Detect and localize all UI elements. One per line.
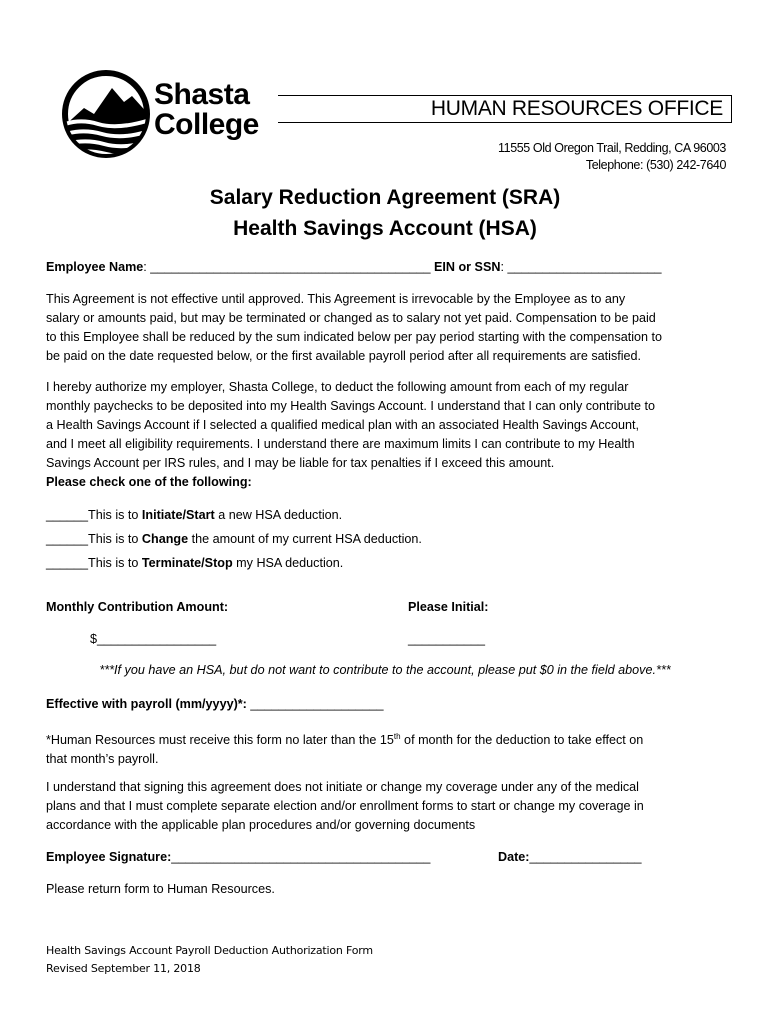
effective-payroll-field[interactable]: ___________________ [246,697,384,711]
employee-name-label: Employee Name [46,260,144,274]
hr-note-text: of month for the deduction to take effect on [400,733,644,748]
hr-note-superscript: th [393,732,401,741]
paragraph-line: a Health Savings Account if I selected a qualified medical plan with an associated Health Savings Account, [46,418,639,432]
office-address-block [498,140,726,174]
footer-form-name: Health Savings Account Payroll Deduction Authorization Form [46,944,373,957]
paragraph-line: plans and that I must complete separate election and/or enrollment forms to start or change my coverage in [46,799,644,813]
form-title: Salary Reduction Agreement (SRA) [209,186,561,209]
office-telephone: Telephone: (530) 242-7640 [585,158,726,172]
paragraph-line: I understand that signing this agreement does not initiate or change my coverage under any of the medical [46,780,639,794]
employee-line [46,258,662,276]
paragraph-line: be paid on the date requested below, or the first available payroll period after all requirements are satisfied. [46,349,642,363]
hr-deadline-note [46,727,726,769]
logo-text-shasta: Shasta [154,78,250,111]
signature-label: Employee Signature: [46,850,172,864]
ssn-label: EIN or SSN [433,260,501,274]
effective-payroll-line [46,695,383,713]
option-checkbox-blank[interactable]: ______ [46,508,89,522]
employee-name-field[interactable]: : ________________________________________ [143,260,431,274]
initial-field[interactable]: ___________ [408,632,486,646]
office-address: 11555 Old Oregon Trail, Redding, CA 96003 [498,141,726,155]
shasta-college-logo [58,66,278,162]
ssn-field[interactable]: : ______________________ [500,260,662,274]
footer-revision-date: Revised September 11, 2018 [46,962,201,975]
form-footer [46,942,373,978]
option-text: my HSA deduction. [232,556,344,570]
signature-line [46,848,430,866]
agreement-paragraph [46,290,726,366]
option-keyword: Initiate/Start [141,508,215,522]
paragraph-line: Savings Account per IRS rules, and I may be liable for tax penalties if I exceed this amount. [46,456,555,470]
date-field[interactable]: ________________ [529,850,642,864]
option-text: a new HSA deduction. [214,508,343,522]
hr-note-line2: that month’s payroll. [46,752,159,767]
return-note: Please return form to Human Resources. [46,882,275,896]
paragraph-line: This Agreement is not effective until approved. This Agreement is irrevocable by the Employee as to any [46,292,626,306]
option-text: This is to [88,508,142,522]
option-keyword: Terminate/Stop [141,556,233,570]
form-subtitle: Health Savings Account (HSA) [233,217,537,240]
paragraph-line: and I meet all eligibility requirements. I understand there are maximum limits I can contribute to my Health [46,437,635,451]
contribution-amount-field[interactable]: $_________________ [90,632,217,646]
option-change [46,530,422,548]
check-heading: Please check one of the following: [46,475,252,489]
office-title: HUMAN RESOURCES OFFICE [430,97,723,120]
option-initiate [46,506,342,524]
effective-payroll-label: Effective with payroll (mm/yyyy)*: [46,697,247,711]
office-header-box [278,95,732,123]
date-line [498,848,642,866]
option-checkbox-blank[interactable]: ______ [46,532,89,546]
paragraph-line: salary or amounts paid, but may be terminated or changed as to salary not yet paid. Compensation to be paid [46,311,656,325]
paragraph-line: accordance with the applicable plan procedures and/or governing documents [46,818,476,832]
coverage-paragraph [46,778,726,835]
paragraph-line: monthly paychecks to be deposited into my Health Savings Account. I understand that I can only contribute to [46,399,656,413]
authorization-paragraph [46,378,726,492]
option-text: This is to [88,532,142,546]
initial-label: Please Initial: [408,600,489,614]
paragraph-line: I hereby authorize my employer, Shasta College, to deduct the following amount from each of my regular [46,380,629,394]
paragraph-line: to this Employee shall be reduced by the sum indicated below per pay period starting with the compensation to [46,330,663,344]
date-label: Date: [498,850,530,864]
contribution-amount-label: Monthly Contribution Amount: [46,600,229,614]
option-checkbox-blank[interactable]: ______ [46,556,89,570]
option-text: This is to [88,556,142,570]
logo-text-college: College [154,108,259,141]
zero-contribution-note: ***If you have an HSA, but do not want to contribute to the account, please put $0 in the field above.*** [99,663,671,677]
mountain-logo-icon [58,66,154,162]
option-terminate [46,554,343,572]
hr-note-text: *Human Resources must receive this form no later than the 15 [46,733,394,748]
option-text: the amount of my current HSA deduction. [188,532,422,546]
signature-field[interactable]: _____________________________________ [171,850,431,864]
option-keyword: Change [141,532,189,546]
